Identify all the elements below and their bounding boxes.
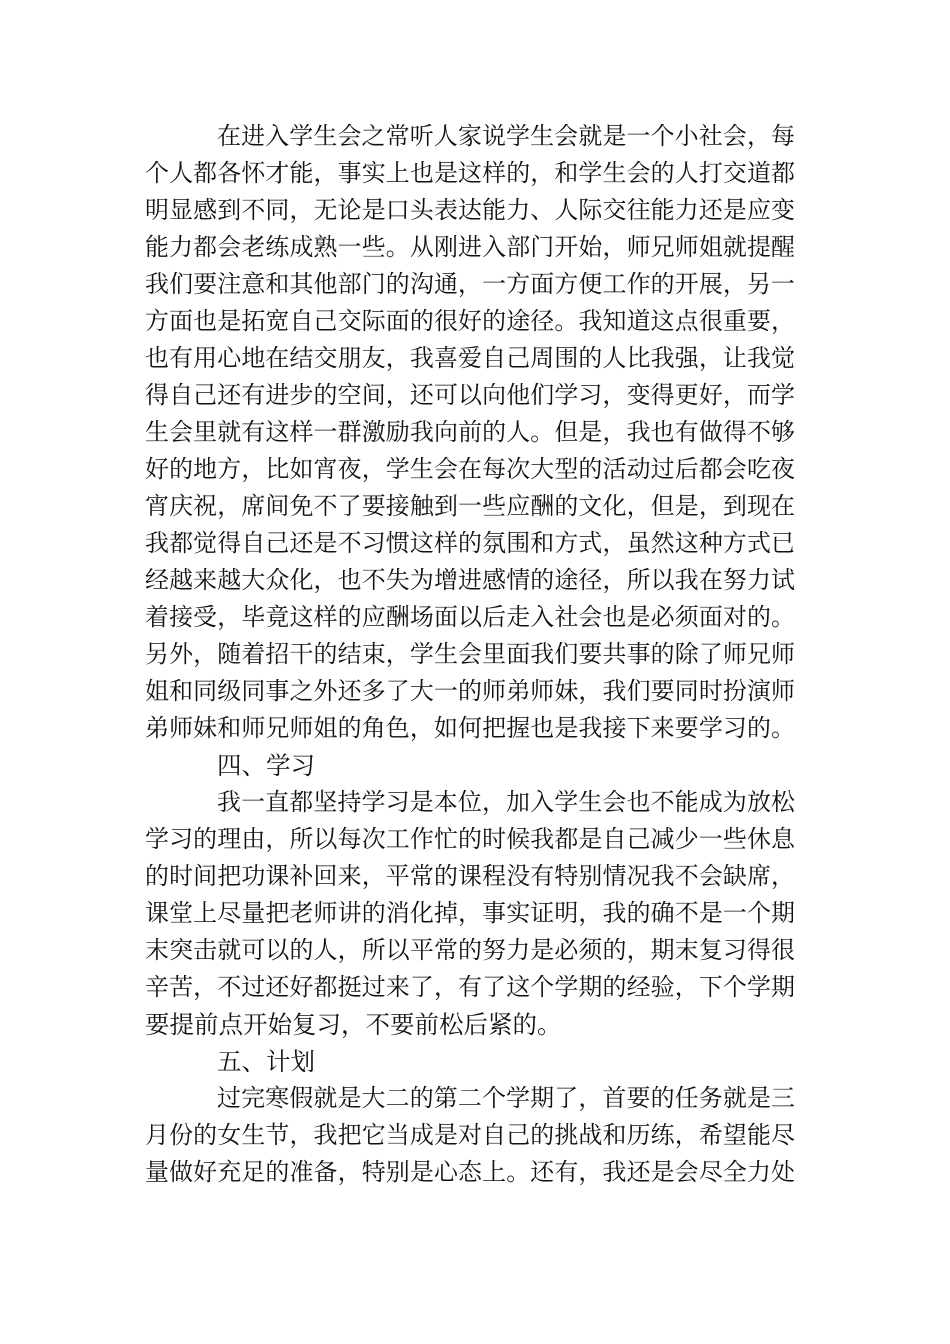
body-text: [145, 118, 795, 1191]
text-line: 在进入学生会之常听人家说学生会就是一个小社会，每: [217, 122, 795, 150]
text-line: 我们要注意和其他部门的沟通，一方面方便工作的开展，另一: [145, 270, 795, 298]
text-line: 个人都各怀才能，事实上也是这样的，和学生会的人打交道都: [145, 159, 795, 187]
text-line: 姐和同级同事之外还多了大一的师弟师妹，我们要同时扮演师: [145, 677, 795, 705]
text-line: 得自己还有进步的空间，还可以向他们学习，变得更好，而学: [145, 381, 795, 409]
text-line: 我都觉得自己还是不习惯这样的氛围和方式，虽然这种方式已: [145, 529, 795, 557]
text-line: 好的地方，比如宵夜，学生会在每次大型的活动过后都会吃夜: [145, 455, 795, 483]
text-line: 的时间把功课补回来，平常的课程没有特别情况我不会缺席，: [145, 862, 795, 890]
text-line: 月份的女生节，我把它当成是对自己的挑战和历练，希望能尽: [145, 1121, 795, 1149]
text-line: 经越来越大众化，也不失为增进感情的途径，所以我在努力试: [145, 566, 795, 594]
text-line: 五、计划: [217, 1047, 315, 1076]
text-line: 生会里就有这样一群激励我向前的人。但是，我也有做得不够: [145, 418, 795, 446]
text-line: 弟师妹和师兄师姐的角色，如何把握也是我接下来要学习的。: [145, 714, 795, 742]
text-line: 要提前点开始复习，不要前松后紧的。: [145, 1010, 562, 1039]
text-line: 方面也是拓宽自己交际面的很好的途径。我知道这点很重要，: [145, 307, 795, 335]
text-line: 末突击就可以的人，所以平常的努力是必须的，期末复习得很: [145, 936, 795, 964]
text-line: 四、学习: [217, 751, 315, 780]
text-line: 过完寒假就是大二的第二个学期了，首要的任务就是三: [217, 1084, 795, 1112]
text-line: 另外，随着招干的结束，学生会里面我们要共事的除了师兄师: [145, 640, 795, 668]
text-line: 量做好充足的准备，特别是心态上。还有，我还是会尽全力处: [145, 1158, 795, 1186]
text-line: 课堂上尽量把老师讲的消化掉，事实证明，我的确不是一个期: [145, 899, 795, 927]
text-line: 也有用心地在结交朋友，我喜爱自己周围的人比我强，让我觉: [145, 344, 795, 372]
text-line: 学习的理由，所以每次工作忙的时候我都是自己减少一些休息: [145, 825, 795, 853]
text-line: 着接受，毕竟这样的应酬场面以后走入社会也是必须面对的。: [145, 603, 795, 631]
text-line: 明显感到不同，无论是口头表达能力、人际交往能力还是应变: [145, 196, 795, 224]
text-line: 宵庆祝，席间免不了要接触到一些应酬的文化，但是，到现在: [145, 492, 795, 520]
text-line: 辛苦，不过还好都挺过来了，有了这个学期的经验，下个学期: [145, 973, 795, 1001]
text-line: 我一直都坚持学习是本位，加入学生会也不能成为放松: [217, 788, 795, 816]
text-line: 能力都会老练成熟一些。从刚进入部门开始，师兄师姐就提醒: [145, 233, 795, 261]
